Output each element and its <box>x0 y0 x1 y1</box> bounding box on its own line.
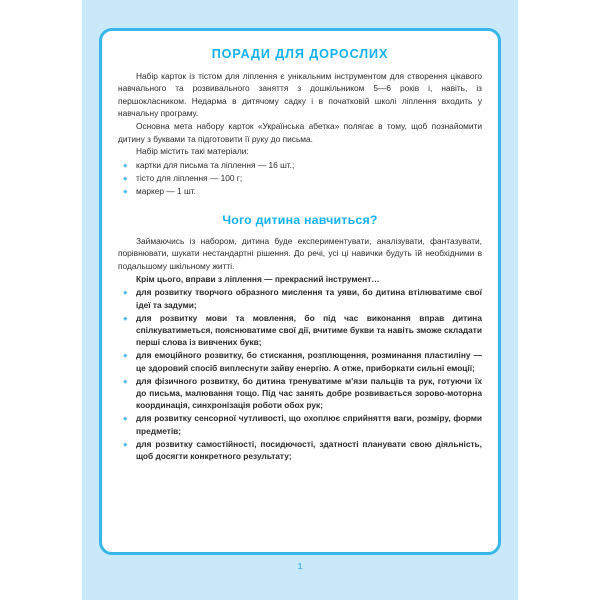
page-sheet <box>82 0 518 600</box>
materials-list <box>118 159 482 197</box>
list-item: для фізичного розвитку, бо дитина тренуватиме м'язи пальців та рук, готуючи їх до письма, малювання тощо. Під час занять добре розвивається зорово-моторна координація, синхронізація роботи обох рук; <box>118 375 482 412</box>
list-item: тісто для ліплення — 100 г; <box>118 172 482 184</box>
page-number: 1 <box>297 561 303 571</box>
list-item: для розвитку самостійності, посидючості, здатності планувати свою діяльність, щоб досягти конкретного результату; <box>118 438 482 463</box>
content-body <box>102 31 498 471</box>
learn-section-heading: Чого дитина навчиться? <box>222 213 378 228</box>
list-item: картки для письма та ліплення — 16 шт.; <box>118 159 482 171</box>
content-frame <box>99 28 501 555</box>
adults-paragraph-2: Основна мета набору карток «Українська абетка» полягає в тому, щоб познайомити дитину з буквами та підготовити її руку до письма. <box>118 121 482 144</box>
learn-intro-paragraph: Займаючись із набором, дитина буде експериментувати, аналізувати, фантазувати, порівнювати, шукати нестандартні рішення. До речі, усі ці навички будуть їй необхідними в подальшому шкільному житті. <box>118 236 482 271</box>
list-item: для розвитку мови та мовлення, бо під час виконання вправ дитина спілкуватиметься, пояснюватиме свої дії, вчитиме букви та навіть зможе складати перші слова із вивчених букв; <box>118 312 482 349</box>
benefits-list <box>118 286 482 462</box>
list-item: маркер — 1 шт. <box>118 185 482 197</box>
adults-paragraph-1: Набір карток із тістом для ліплення є унікальним інструментом для створення цікавого навчального та розвивального заняття з дошкільником 5—6 років і, навіть, із першокласником. Недарма в дитячому садку і в початковій школі ліплення входить у навчальну програму. <box>118 71 482 119</box>
materials-intro: Набір містить такі матеріали: <box>136 146 249 157</box>
page-title: ПОРАДИ ДЛЯ ДОРОСЛИХ <box>211 47 389 61</box>
learn-lead-paragraph: Крім цього, вправи з ліплення — прекрасний інструмент… <box>136 273 380 284</box>
list-item: для розвитку творчого образного мислення та уяви, бо дитина втілюватиме свої ідеї та задуми; <box>118 286 482 311</box>
list-item: для емоційного розвитку, бо стискання, розплющення, розминання пластиліну — це здоровий спосіб виплеснути зайву енергію. А отже, приборкати сильні емоції; <box>118 349 482 374</box>
list-item: для розвитку сенсорної чутливості, що охоплює сприйняття ваги, розміру, форми предметів; <box>118 412 482 437</box>
